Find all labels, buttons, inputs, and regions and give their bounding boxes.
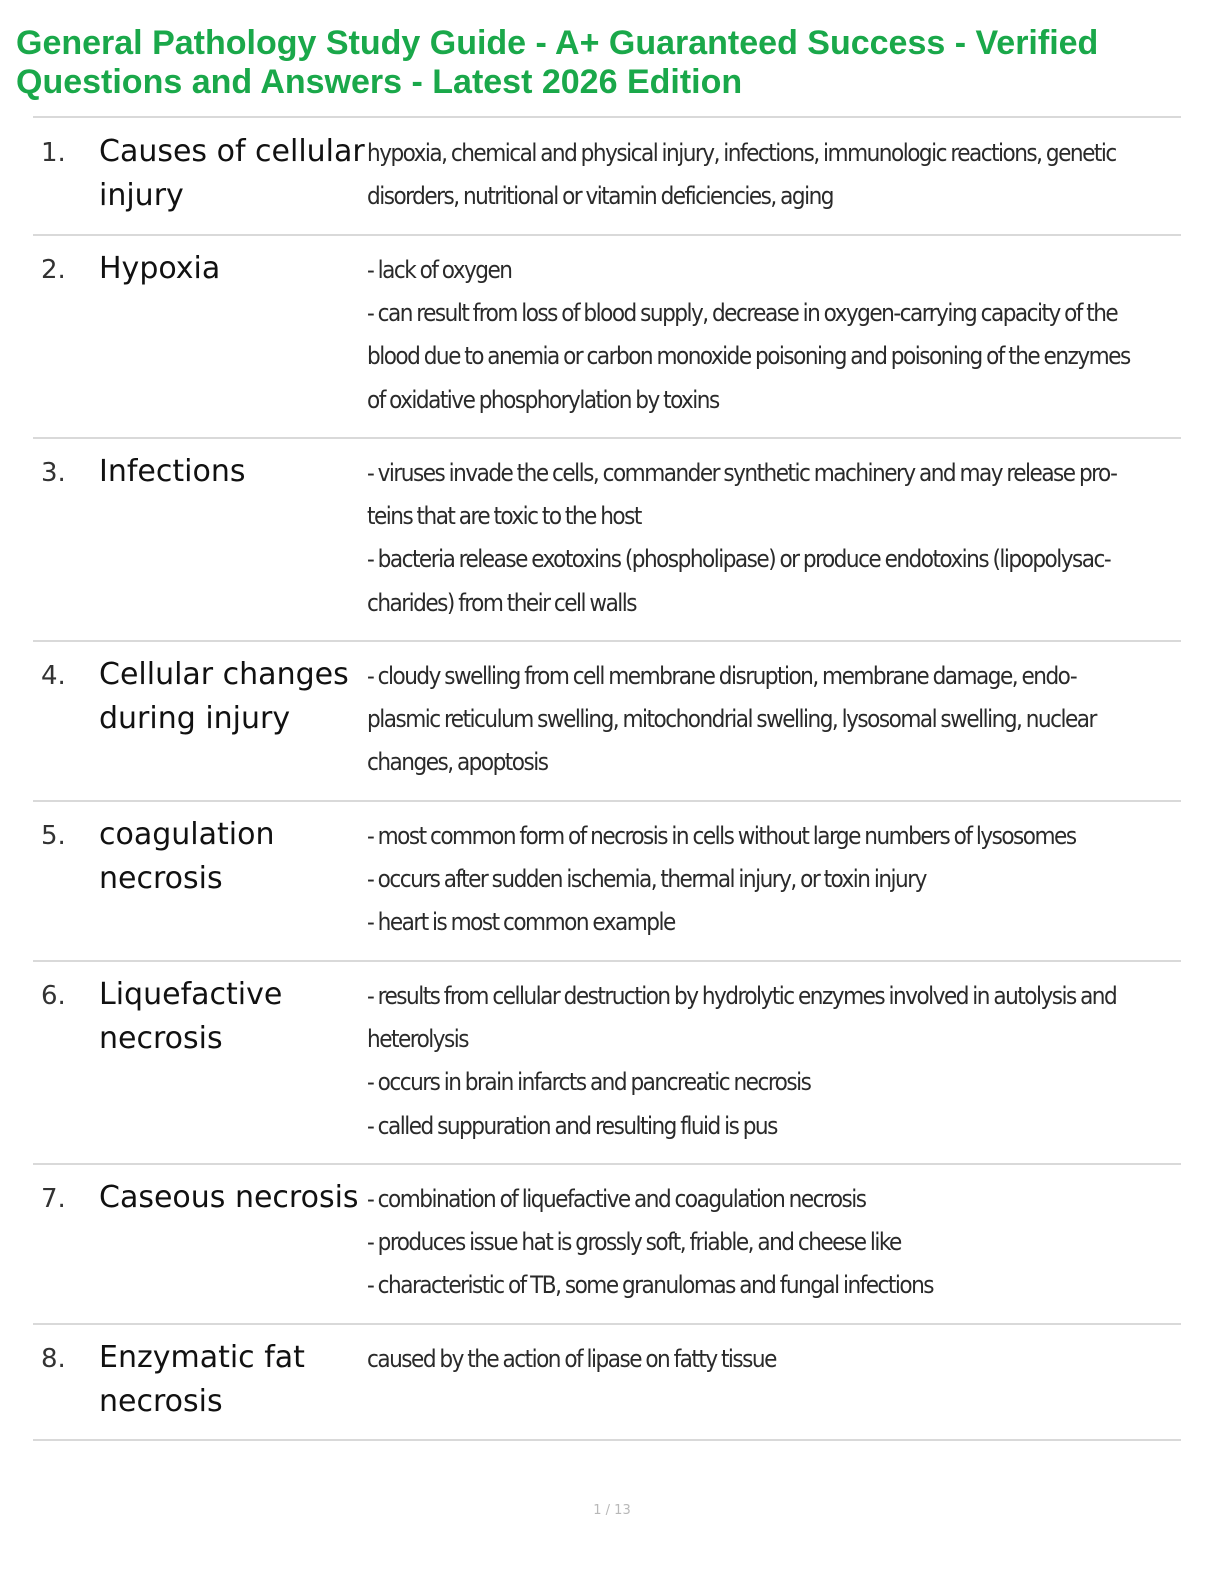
document-title: General Pathology Study Guide - A+ Guaranteed Success - Verified Questions and Answers - Latest 2026 Edition [16,24,1099,101]
item-number: 6. [41,981,66,1011]
definition-line: heterolysis [367,1025,469,1054]
definition-line: - most common form of necrosis in cells without large numbers of lysosomes [367,822,1076,850]
qa-item [33,1325,1181,1439]
qa-list [33,116,1181,1441]
item-definition [367,132,1179,218]
item-term: coagulation necrosis [99,817,275,896]
definition-line: - results from cellular destruction by hydrolytic enzymes involved in autolysis and [367,982,1117,1010]
definition-line: disorders, nutritional or vitamin deficiencies, aging [367,182,833,211]
definition-line: - viruses invade the cells, commander synthetic machinery and may release pro- [367,459,1117,487]
definition-line: - can result from loss of blood supply, decrease in oxygen-carrying capacity of the [367,299,1118,328]
item-term: Infections [99,454,246,489]
item-definition [367,452,1179,625]
definition-line: charides) from their cell walls [367,588,637,617]
definition-line: - combination of liquefactive and coagulation necrosis [367,1185,866,1213]
item-term: Enzymatic fat necrosis [99,1340,305,1419]
item-definition [367,249,1179,422]
item-definition [367,975,1179,1148]
definition-line: of oxidative phosphorylation by toxins [367,385,719,414]
item-term: Hypoxia [99,251,221,286]
item-term: Caseous necrosis [99,1180,359,1215]
definition-line: - heart is most common example [367,908,675,937]
definition-line: - characteristic of TB, some granulomas and fungal infections [367,1271,934,1300]
item-number: 8. [41,1344,66,1374]
item-number: 4. [41,661,66,691]
row-divider [33,1439,1181,1441]
definition-line: - occurs after sudden ischemia, thermal injury, or toxin injury [367,865,926,894]
definition-line: - lack of oxygen [367,256,512,284]
item-term: Liquefactive necrosis [99,977,283,1056]
qa-item [33,802,1181,960]
item-definition [367,815,1179,945]
item-definition [367,655,1179,785]
definition-line: - bacteria release exotoxins (phospholipase) or produce endotoxins (lipopolysac- [367,545,1111,574]
item-number: 1. [41,138,66,168]
definition-line: blood due to anemia or carbon monoxide poisoning and poisoning of the enzymes [367,342,1130,371]
qa-item [33,439,1181,640]
qa-item [33,962,1181,1163]
qa-item [33,1165,1181,1323]
item-number: 5. [41,821,66,851]
definition-line: changes, apoptosis [367,748,548,777]
qa-item [33,642,1181,800]
definition-line: plasmic reticulum swelling, mitochondrial swelling, lysosomal swelling, nuclear [367,705,1096,734]
definition-line: - cloudy swelling from cell membrane disruption, membrane damage, endo- [367,662,1077,690]
definition-line: - produces issue hat is grossly soft, friable, and cheese like [367,1228,901,1257]
definition-line: - occurs in brain infarcts and pancreatic necrosis [367,1068,811,1097]
page-number: 1 / 13 [593,1503,631,1518]
item-number: 3. [41,458,66,488]
item-definition [367,1178,1179,1308]
definition-line: hypoxia, chemical and physical injury, infections, immunologic reactions, genetic [367,139,1116,167]
item-term: Cellular changes during injury [99,657,349,736]
item-number: 7. [41,1184,66,1214]
definition-line: - called suppuration and resulting fluid is pus [367,1111,777,1140]
qa-item [33,236,1181,437]
definition-line: caused by the action of lipase on fatty tissue [367,1345,776,1373]
item-number: 2. [41,255,66,285]
definition-line: teins that are toxic to the host [367,502,641,531]
qa-item [33,118,1181,234]
item-definition [367,1338,1179,1381]
item-term: Causes of cellular injury [99,134,365,213]
